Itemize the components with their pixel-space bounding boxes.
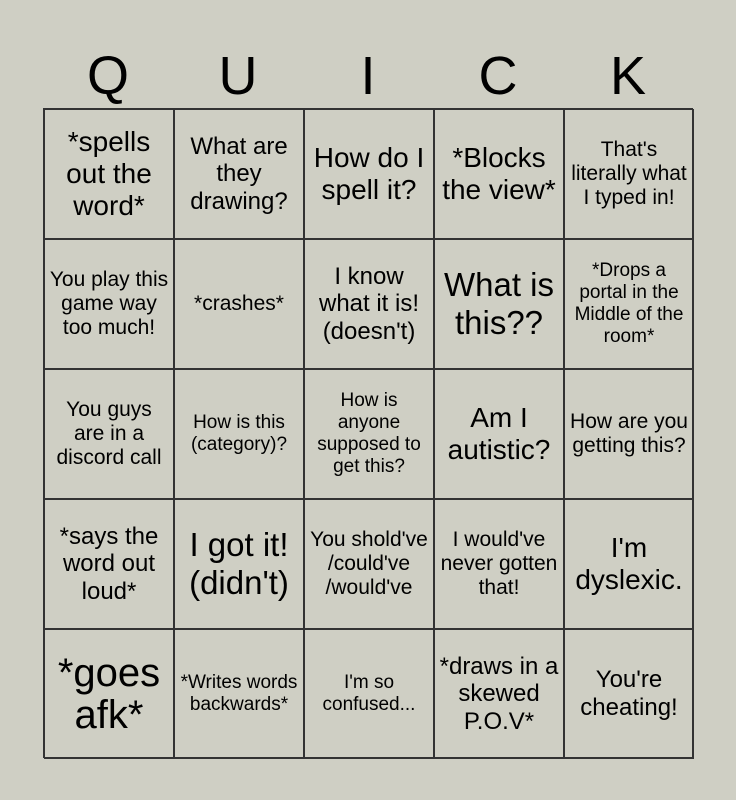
bingo-cell[interactable]: That's literally what I typed in! — [564, 109, 694, 239]
bingo-cell[interactable]: How is anyone supposed to get this? — [304, 369, 434, 499]
bingo-cell[interactable]: I'm so confused... — [304, 629, 434, 759]
header-letter-i: I — [360, 46, 376, 106]
bingo-cell[interactable]: *draws in a skewed P.O.V* — [434, 629, 564, 759]
bingo-cell[interactable]: I got it! (didn't) — [174, 499, 304, 629]
bingo-cell[interactable]: You shold've /could've /would've — [304, 499, 434, 629]
bingo-cell[interactable]: How are you getting this? — [564, 369, 694, 499]
bingo-cell[interactable]: *goes afk* — [44, 629, 174, 759]
bingo-cell[interactable]: I would've never gotten that! — [434, 499, 564, 629]
bingo-cell[interactable]: *Drops a portal in the Middle of the room* — [564, 239, 694, 369]
bingo-cell[interactable]: You're cheating! — [564, 629, 694, 759]
bingo-cell[interactable]: I know what it is! (doesn't) — [304, 239, 434, 369]
bingo-cell[interactable]: What is this?? — [434, 239, 564, 369]
header-letter-u: U — [218, 46, 258, 106]
header-letter-c: C — [478, 46, 518, 106]
bingo-grid — [43, 108, 693, 758]
bingo-cell[interactable]: I'm dyslexic. — [564, 499, 694, 629]
bingo-cell[interactable]: How is this (category)? — [174, 369, 304, 499]
bingo-header — [43, 46, 693, 106]
bingo-cell[interactable]: You play this game way too much! — [44, 239, 174, 369]
header-letter-k: K — [609, 46, 647, 106]
bingo-cell[interactable]: Am I autistic? — [434, 369, 564, 499]
bingo-cell[interactable]: *spells out the word* — [44, 109, 174, 239]
bingo-cell[interactable]: *Writes words backwards* — [174, 629, 304, 759]
header-letter-q: Q — [86, 46, 129, 106]
bingo-cell[interactable]: *Blocks the view* — [434, 109, 564, 239]
bingo-cell[interactable]: How do I spell it? — [304, 109, 434, 239]
bingo-cell[interactable]: *crashes* — [174, 239, 304, 369]
bingo-cell[interactable]: You guys are in a discord call — [44, 369, 174, 499]
bingo-cell[interactable]: What are they drawing? — [174, 109, 304, 239]
bingo-cell[interactable]: *says the word out loud* — [44, 499, 174, 629]
